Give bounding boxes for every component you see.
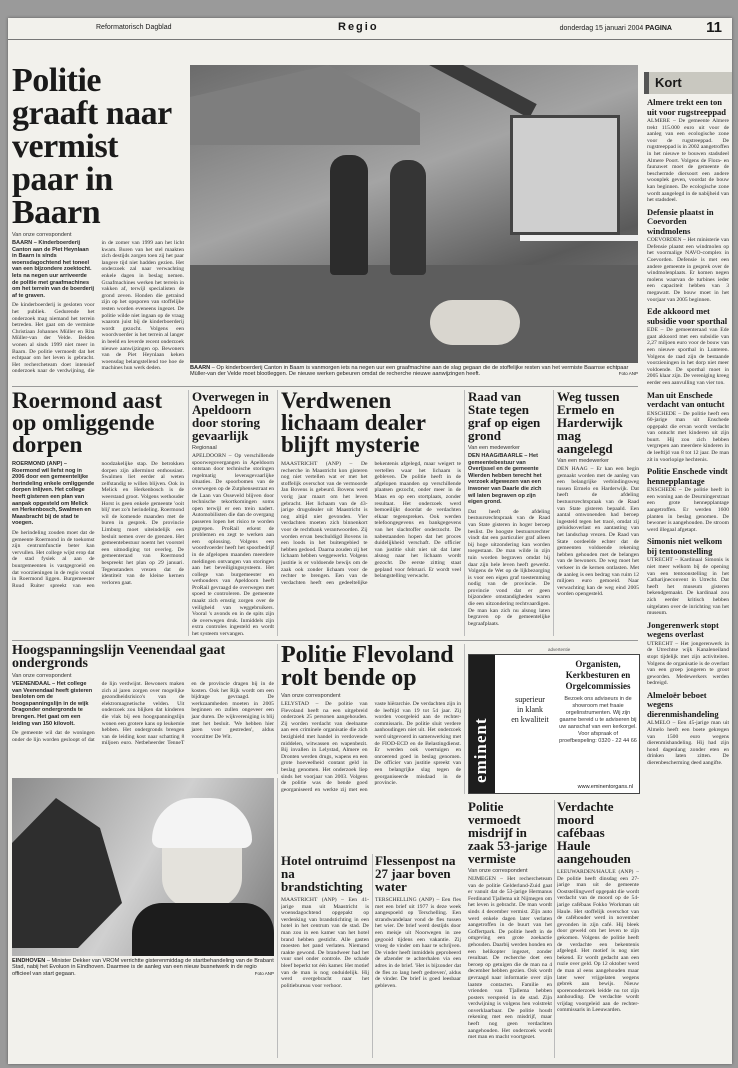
raad-headline: Raad van State tegen graf op eigen grond — [468, 390, 541, 443]
bottom-photo-caption: EINDHOVEN – Minister Dekker van VROM verrichtte gisterenmiddag de startbehandeling van de Brabant Stad, nabij het Evoluon in Eindhoven. Daarmee is de aanleg van een nieuw busnetwerk in de regio officieel van start gegaan. Foto ANP — [12, 958, 274, 977]
article-veenendaal — [12, 644, 274, 774]
article-vermiste — [468, 800, 552, 1058]
sidebar-item-body: ENSCHEDE – De politie heeft een 60-jarige man uit Enschede opgepakt die ervan wordt verdacht van ontucht met kinderen uit zijn buurt. Hij zou zich hebben vergrepen aan meerdere kinderen in de leeftijd van 8 tot 12 jaar. De man zit in voorlopige hechtenis. — [647, 410, 729, 463]
ground — [190, 265, 638, 363]
raad-body: Dat heeft de afdeling bestuursrechtspraak van de Raad van State gisteren in hoger beroep beslist. De hoogste bestuursrechter vindt dat een particulier graf alleen bij hoge uitzondering kan worden toegestaan. De man wilde in zijn tuin worden begraven omdat hij daar zijn hele leven heeft gewerkt. Volgens de Wet op de lijkbezorging is voor een eigen graf toestemming nodig van de provincie. De provincie vond dat er geen bijzondere omstandigheden waren die een uitzondering rechtvaardigen. De man kan zich nu alsnog laten begraven op de gemeentelijke begraafplaats. — [468, 508, 550, 627]
veenendaal-intro: VEENENDAAL – Het college van Veenendaal heeft gisteren besloten om de hoogspanningslijn in de wijk Dragonder ondergronds te brengen. Het gaat om een leiding van 150 kilovolt. — [12, 681, 93, 727]
veenendaal-headline: Hoogspanningslijn Veenendaal gaat ondergronds — [12, 644, 226, 671]
veenendaal-byline: Van onze correspondent — [12, 673, 72, 679]
lead-intro: BAARN – Kinderboerderij Canton aan de Piet Heynlaan in Baarn is sinds woensdagochtend het toneel van een bijzondere zoektocht. Iets na negen uur arriveerde de politie met graafmachines om het terrein van de boerderij af te graven. — [12, 240, 95, 299]
brandstichting-headline: Hotel ontruimd na brandstichting — [281, 854, 368, 894]
bottom-photo-credit: Foto ANP — [254, 970, 274, 976]
roermond-body: De herindeling zouden moet dat de gemeente Roermond in de toekomst zijn centrumfunctie beter kan vervullen. Het college wijst erop dat de stad fysiek al aan de buurgemeenten is vastgegroeid en dat voorzieningen in de regio vooral in Roermond liggen. Burgemeester Ruud Ruiter spreekt van een noodzakelijke stap. De betrokken dorpen zijn allerminst enthousiast. Swalmen liet eerder al weten zelfstandig te willen blijven. Ook in Melick en Herkenbosch is de weerstand groot. Volgens wethouder Horst is geen enkele gemeente 'ooit blij' met zo'n herindeling. Roermond wil de komende maanden met de buren in gesprek. De provincie Limburg moet uiteindelijk een besluit nemen over de grenzen. Het gemeentebestuur noemt het voorstel een uitnodiging tot overleg. De gemeenteraad van Roermond bespreekt het plan op 29 januari. Tegenstanders vrezen dat de identiteit van de kleine kernen verloren gaat. — [12, 461, 184, 589]
ermelo-body: DEN HAAG – Er kan een begin gemaakt worden met de aanleg van een belangrijke verbindingsweg tussen Ermelo en Harderwijk. Dat heeft de afdeling bestuursrechtspraak van de Raad van State gisteren bepaald. Een aantal omwonenden had beroep ingesteld tegen het tracé, omdat zij geluidsoverlast en aantasting van het landschap vrezen. De Raad van State oordeelde echter dat de gemeenten voldoende rekening hebben gehouden met de belangen van de bewoners. De weg moet het verkeer in de kernen ontlasten. Met de aanleg is een bedrag van ruim 12 miljoen euro gemoeid. Naar verwachting kan de weg eind 2005 worden opengesteld. — [557, 466, 639, 598]
ad-brand-bar: eminent — [469, 655, 495, 793]
dealer-body: MAASTRICHT (ANP) – De recherche in Maastricht kon gisteren nog niet vertellen wat er met het stoffelijk overschot van de vermoorde Jan Bovens is gebeurd. Bovens werd vorig jaar maart om het leven gebracht. Het lichaam van de 43-jarige drugsdealer uit Maastricht is nog altijd niet gevonden. Vier verdachten moeten zich binnenkort voor de rechtbank verantwoorden. Zij worden ervan beschuldigd Bovens in een loods in het buitengebied te hebben gedood. Daarna zouden zij het lichaam hebben weggewerkt. Volgens justitie is er voldoende bewijs om de zaak ook zonder lichaam voor de rechter te brengen. Een van de verdachten heeft een gedeeltelijke bekentenis afgelegd, maar weigert te vertellen waar het lichaam is gebleven. De politie heeft in de afgelopen maanden op verschillende plaatsen gezocht, onder meer in de Maas en op een stortplaats, zonder resultaat. Het onderzoek werd bemoeilijkt doordat de verdachten elkaar tegenspreken. Ook werden telefoongegevens en bankgegevens van het slachtoffer onderzocht. De nabestaanden hopen dat het proces duidelijkheid verschaft. De officier van justitie sluit niet uit dat later alsnog naar het lichaam wordt gezocht. De eerste zitting staat gepland voor februari. Er wordt veel belangstelling verwacht. — [281, 461, 461, 586]
flevoland-headline: Politie Flevoland rolt bende op — [281, 644, 454, 691]
lead-body: De kinderboerderij is gesloten voor het publiek. Gedurende het onderzoek mag niemand het terrein betreden. Het gaat om de vermiste Christiaan Johannes Müller en Rita Müller-van der Velde. Beiden wonen al sinds 1999 niet meer in Baarn. De politie vermoedt dat het echtpaar om het leven is gebracht. Het rechercheteam doet intensief onderzoek naar de verdwijning, die in de zomer van 1999 aan het licht kwam. Buren van het stel maakten zich destijds zorgen toen zij het paar langere tijd niet hadden gezien. Het onderzoek zal naar verwachting enkele dagen in beslag nemen. Graafmachines werken het terrein in vakken af, terwijl specialisten de grond zeven. Honden die getraind zijn op het opsporen van stoffelijke resten worden eveneens ingezet. De politie wilde niet ingaan op de vraag waarom juist bij de kinderboerderij wordt gezocht. Volgens een woordvoerder is het terrein al langer in beeld en leverde recent onderzoek nieuwe aanwijzingen op. Bewoners van de Piet Heynlaan keken woensdag belangstellend toe hoe de machines hun werk deden. — [12, 240, 184, 375]
section-name: Regio — [338, 21, 379, 33]
article-brandstichting — [281, 854, 369, 1058]
sidebar-item — [647, 467, 729, 533]
sidebar-item-body: UTRECHT – Kardinaal Simonis is niet meer welkom bij de opening van een tentoonstelling in het Catharijneconvent in Utrecht. Dat heeft het museum gisteren bekendgemaakt. De kardinaal zou zich eerder kritisch hebben uitgelaten over de inrichting van het museum. — [647, 557, 729, 617]
sidebar-item-title: Simonis niet welkom bij tentoonstelling — [647, 536, 723, 556]
ermelo-byline: Van een medewerker — [557, 458, 609, 464]
article-dealer — [281, 390, 461, 636]
article-flevoland — [281, 644, 461, 850]
lead-byline: Van onze correspondent — [12, 232, 72, 238]
apeldoorn-body: APELDOORN – Op verschillende spoorwegovergangen in Apeldoorn ontstaan door technische storingen regelmatig levensgevaarlijke situaties. De spoorbomen van de overwegen op de Zutphensestraat en de Laan van Osseveld blijven door technische tekortkomingen soms open terwijl er een trein nadert. Automobilisten die dan de overgang passeren lopen het risico te worden gegrepen. ProRail erkent de problemen en zegt te werken aan een oplossing. Volgens een woordvoerder heeft het spoorbedrijf in de afgelopen maanden meerdere meldingen ontvangen van storingen aan het beveiligingssysteem. Het college van burgemeester en wethouders van Apeldoorn heeft ProRail gevraagd de overwegen met spoed te controleren. De gemeente maakt zich ernstig zorgen over de veiligheid van weggebruikers. Vooral 's avonds en in de spits zijn de overwegen druk. Inmiddels zijn extra controles ingesteld en wordt het systeem vervangen. — [192, 453, 274, 636]
minister-hair — [152, 798, 252, 848]
sidebar-item — [647, 98, 729, 204]
excavator-arm — [423, 65, 536, 118]
sidebar-item-title: Jongerenwerk stopt wegens overlast — [647, 619, 719, 640]
brandstichting-body: MAASTRICHT (ANP) – Een 41-jarige man uit Maastricht is woensdagochtend opgepakt op verdenking van brandstichting in een hotel in het centrum van de stad. De man zou in een kamer van het hotel brand hebben gesticht. Alle gasten moesten het pand verlaten. Niemand raakte gewond. De brandweer had het vuur snel onder controle. De schade bleef beperkt tot één kamer. Het motief van de man is nog onduidelijk. Hij werd overgebracht naar het politiebureau voor verhoor. — [281, 897, 369, 989]
sidebar-item-title: Politie Enschede vindt hennepplantage — [647, 466, 728, 486]
apeldoorn-byline: Regionaal — [192, 445, 217, 451]
article-cafebaas — [557, 800, 639, 1058]
apeldoorn-headline: Overwegen in Apeldoorn door storing gevaarlijk — [192, 390, 269, 443]
flevoland-body: LELYSTAD – De politie van Flevoland heeft na een uitgebreid onderzoek 25 personen aangehouden. Zij worden verdacht van deelname aan een criminele organisatie die zich bezighield met handel in verdovende middelen, witwassen en wapenbezit. Bij invallen in Lelystad, Almere en Dronten werden drugs, wapens en een grote hoeveelheid contant geld in beslag genomen. Het onderzoek liep sinds het voorjaar van 2003. Volgens de politie was de bende goed georganiseerd en werkte zij met een vaste hiërarchie. De verdachten zijn in de leeftijd van 19 tot 54 jaar. Zij worden voorgeleid aan de rechter-commissaris. De politie sluit verdere aanhoudingen niet uit. Het onderzoek werd uitgevoerd in samenwerking met de FIOD-ECD en de Belastingdienst. Er werden ook voertuigen en onroerend goed in beslag genomen. De officier van justitie spreekt van een belangrijke slag tegen de georganiseerde misdaad in de provincie. — [281, 701, 461, 793]
page-number: 11 — [706, 19, 722, 36]
main-photo-caption: BAARN – Op kinderboerderij Canton in Baarn is vanmorgen iets na negen uur een graafmachine aan de slag gegaan die de stoffelijke resten van het vermiste Baarnse echtpaar Müller-van der Velde moet blootleggen. De nieuwe werken gebeuren omdat de recherche nieuwe aanwijzingen heeft. Foto ANP — [190, 365, 638, 378]
fence — [520, 235, 638, 241]
building-roof — [190, 65, 420, 145]
sidebar-item — [647, 691, 729, 767]
vermiste-byline: Van onze correspondent — [468, 868, 528, 874]
vermiste-body: NIJMEGEN – Het rechercheteam van de politie Gelderland-Zuid gaat er vanuit dat de 53-jarige Hermanus Ferdinand Tjallema uit Nijmegen om het leven is gebracht. De man wordt sinds 4 december vermist. Zijn auto werd enkele dagen later verlaten aangetroffen in de buurt van het Goffertpark. De politie heeft in de omgeving een grote zoekactie gehouden. Daarbij werden honden en een helikopter ingezet, zonder resultaat. De recherche doet een beroep op getuigen die de man na 4 december hebben gezien. Ook wordt gevraagd naar informatie over zijn laatste contacten. Familie en vrienden van Tjallema hebben posters verspreid in de stad. Zijn verdwijning is volgens hen volstrekt onverklaarbaar. De politie houdt rekening met een misdrijf, maar heeft nog geen verdachten aangehouden. Het onderzoek wordt met man en macht voortgezet. — [468, 876, 552, 1041]
cafebaas-body: LEEUWARDEN/HAULE (ANP) – De politie heeft dinsdag een 27-jarige man uit de gemeente Ooststellingwerf opgepakt die wordt verdacht van de moord op de 54-jarige cafébaas Fokko Workman uit Haule. Het stoffelijk overschot van de caféhouder werd in november gevonden in zijn café. Hij bleek door geweld om het leven te zijn gekomen. Volgens de politie heeft de verdachte een bekentenis afgelegd. Het motief is nog niet bekend. Er wordt gedacht aan een ruzie over geld. Op 12 oktober werd de man al eens aangehouden maar later weer vrijgelaten wegens gebrek aan bewijs. Nieuw sporenonderzoek leidde nu tot zijn aanhouding. De verdachte wordt vrijdag voorgeleid aan de rechter-commissaris in Leeuwarden. — [557, 869, 639, 1014]
ad-website-link[interactable]: www.eminentorgans.nl — [577, 784, 633, 790]
ad-offer: Organisten, Kerkbesturen en Orgelcommissies Bezoek ons adviseurs in de showroom met fraaie orgelinstrumenten. Wij zijn gaarne bereid u te adviseren bij uw aanschaf van een kerkorgel. Voor afspraak of proefbespeling: 0320 - 22 44 66 — [559, 659, 637, 744]
ermelo-headline: Weg tussen Ermelo en Harderwijk mag aangelegd — [557, 390, 623, 456]
article-apeldoorn — [192, 390, 274, 636]
sidebar-item — [647, 208, 729, 303]
pig-animal — [430, 300, 520, 345]
paper-name: Reformatorisch Dagblad — [96, 24, 172, 31]
ad-label: advertentie — [548, 647, 571, 652]
main-photo-credit: Foto ANP — [618, 371, 638, 377]
cafebaas-headline: Verdachte moord cafébaas Haule aangehouden — [557, 800, 631, 866]
flessenpost-body: TERSCHELLING (ANP) – Een fles met een brief uit 1977 is deze week aangespoeld op Terschelling. Een strandwandelaar vond de fles tussen het wier. De brief werd destijds door een meisje uit Noorwegen in zee gegooid tijdens een vakantie. Zij vroeg de vinder om haar te schrijven. De vinder heeft inmiddels geprobeerd de afzender te achterhalen via een adres in de brief. 'Het is bijzonder dat de fles zo lang heeft gedreven', aldus de vinder. De brief is goed leesbaar gebleven. — [375, 897, 461, 989]
lead-article — [12, 64, 184, 386]
bottom-photo — [12, 778, 274, 956]
sidebar-item-body: COEVORDEN – Het ministerie van Defensie plaatst een windmolen op het voormalige NAVO-complex in Coevorden. Defensie is met een andere gemeente in gesprek over de windmolenplaats. Er komen negen molens waarvan de turbines ieder een capaciteit hebben van 3 megawatt. De bouw moet in het voorjaar van 2005 beginnen. — [647, 237, 729, 303]
minister-coat — [132, 903, 274, 956]
article-roermond — [12, 390, 184, 640]
flessenpost-headline: Flessenpost na 27 jaar boven water — [375, 854, 456, 894]
ad-slogan: superieur in klank en kwaliteit — [511, 695, 549, 724]
sidebar-item-body: ALMERE – De gemeente Almere trekt 115.000 euro uit voor de aanleg van een ecologische zone voor de rugstreeppad. De rugstreeppad is in 2002 aangetroffen in het nieuwe te bouwen stadsdeel Almere Poort. Volgens de Flora- en faunawet moet de gemeente de beschermde diersoort een andere woonplek geven, voordat de bouw kan beginnen. De ecologische zone wordt aangelegd in de nabijheid van het stadsdeel. — [647, 118, 729, 204]
raad-intro: DEN HAAG/BAARLE – Het gemeentebestuur van Overijssel en de gemeente Wierden hebben terecht het verzoek afgewezen van een inwoner van Daarle die zich wil laten begraven op zijn eigen grond. — [468, 453, 542, 506]
sidebar-item-body: UTRECHT – Het jongerenwerk in de Utrechtse wijk Kanaleneiland stopt tijdelijk met zijn activiteiten. Volgens de organisatie is de overlast van een groep jongeren te groot geworden. Medewerkers werden bedreigd. — [647, 640, 729, 687]
vermiste-headline: Politie vermoedt misdrijf in zaak 53-jarige vermiste — [468, 800, 548, 866]
sidebar-item — [647, 307, 729, 386]
sidebar-item — [647, 391, 729, 464]
lead-headline: Politie graaft naar vermist paar in Baarn — [12, 64, 172, 231]
issue-date: donderdag 15 januari 2004 PAGINA — [559, 25, 672, 32]
article-flessenpost — [375, 854, 461, 1058]
roermond-intro: ROERMOND (ANP) – Roermond wil liefst nog in 2006 door een gemeentelijke herindeling enkele omliggende dorpen inlijven. Het college heeft gisteren een plan van aanpak opgesteld om Melick en Herkenbosch, Swalmen en Maasbracht bij de stad te voegen. — [12, 461, 95, 527]
masthead — [8, 18, 732, 40]
sidebar-item-body: ENSCHEDE – De politie heeft in een woning aan de Deurningerstraat een grote hennepplantage aangetroffen. Er werden 1600 planten in beslag genomen. De bewoner is aangehouden. De stroom werd illegaal afgetapt. — [647, 487, 729, 533]
roermond-headline: Roermond aast op omliggende dorpen — [12, 390, 163, 457]
sidebar-kort — [644, 98, 732, 1064]
raad-byline: Van een medewerker — [468, 445, 520, 451]
person-2 — [390, 160, 426, 275]
eminent-ad[interactable] — [468, 654, 640, 794]
newspaper-page — [8, 18, 732, 1064]
sidebar-item-title: Defensie plaatst in Coevorden windmolens — [647, 206, 714, 236]
article-ermelo-weg — [557, 390, 639, 636]
sidebar-item-title: Ede akkoord met subsidie voor sporthal — [647, 306, 728, 326]
sidebar-item — [647, 537, 729, 616]
article-raad-van-state — [468, 390, 550, 636]
sidebar-item-body: ALMELO – Een 45-jarige man uit Almelo heeft een boete gekregen van 1500 euro wegens dierenmishandeling. Hij had zijn hond dagenlang zonder eten en drinken laten zitten. De dierenbescherming deed aangifte. — [647, 720, 729, 766]
sidebar-item — [647, 621, 729, 687]
dealer-headline: Verdwenen lichaam dealer blijft mysterie — [281, 390, 426, 457]
excavator-cab — [510, 115, 620, 235]
sidebar-item-title: Almeloër beboet wegens dierenmishandeling — [647, 689, 719, 719]
veenendaal-body: De gemeente wil dat de woningen onder de lijn worden gesloopt of dat de lijn verdwijnt. Bewoners maken zich al jaren zorgen over mogelijke gezondheidsrisico's van de elektromagnetische velden. Uit onderzoek zou blijken dat kinderen die vlak bij een hoogspanningslijn wonen een grotere kans op leukemie hebben. Het ondergronds brengen van de leiding kost naar schatting 8 miljoen euro. Netbeheerder TenneT en de provincie dragen bij in de kosten. Ook het Rijk wordt om een bijdrage gevraagd. De werkzaamheden moeten in 2005 beginnen en zullen ongeveer een jaar duren. De wijkvereniging is blij met het besluit. 'We hebben hier jaren voor gestreden', aldus voorzitter De Wit. — [12, 681, 274, 747]
person-1 — [330, 155, 368, 275]
flevoland-byline: Van onze correspondent — [281, 693, 341, 699]
sidebar-item-title: Man uit Enschede verdacht van ontucht — [647, 389, 725, 409]
sidebar-item-body: EDE – De gemeenteraad van Ede gaat akkoord met een subsidie van 2,27 miljoen euro voor de bouw van een nieuwe sporthal in Lunteren. Volgens de raad zijn de bestaande voorzieningen in het dorp niet meer voldoende. De sporthal moet in 2005 klaar zijn. De vereniging kreeg eerder een aanvulling van vier ton. — [647, 327, 730, 386]
sidebar-item-title: Almere trekt een ton uit voor rugstreeppad — [647, 98, 727, 117]
machine-silhouette — [12, 798, 122, 948]
main-photo — [190, 65, 638, 363]
sidebar-title: Kort — [644, 72, 732, 94]
